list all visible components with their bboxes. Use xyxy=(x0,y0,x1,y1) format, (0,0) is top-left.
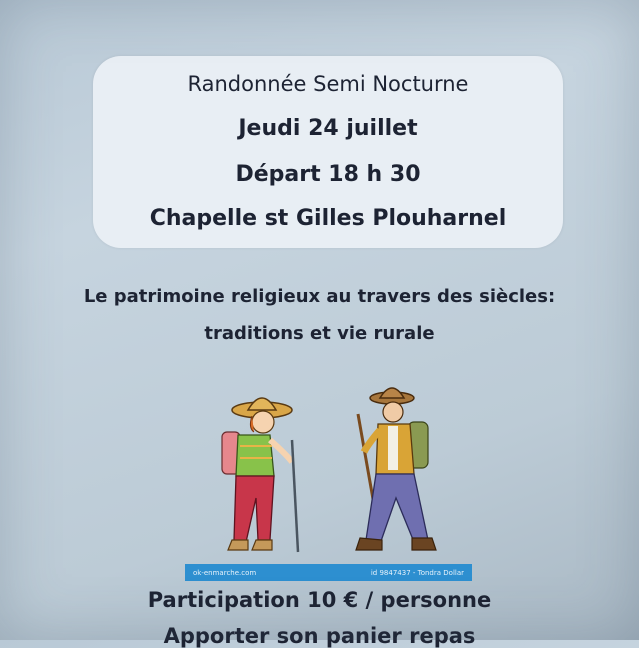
header-box xyxy=(93,56,563,248)
event-title: Randonnée Semi Nocturne xyxy=(187,72,469,96)
event-place: Chapelle st Gilles Plouharnel xyxy=(149,206,507,231)
banner-right-text: id 9847437 - Tondra Dollar xyxy=(370,568,464,577)
subtitle-line-1: Le patrimoine religieux au travers des siècles: xyxy=(83,286,556,307)
event-departure: Départ 18 h 30 xyxy=(235,162,421,187)
bottom-text: Apporter son panier repas xyxy=(163,624,476,648)
participation-price: Participation 10 € / personne xyxy=(147,588,492,612)
subtitle-line-2: traditions et vie rurale xyxy=(204,323,435,344)
woman-hiker-figure xyxy=(222,398,298,552)
hikers-illustration xyxy=(200,380,450,560)
stock-credit-banner xyxy=(185,564,472,581)
man-hiker-figure xyxy=(356,388,436,550)
banner-left-text: ok-enmarche.com xyxy=(193,568,257,577)
event-date: Jeudi 24 juillet xyxy=(238,116,418,141)
